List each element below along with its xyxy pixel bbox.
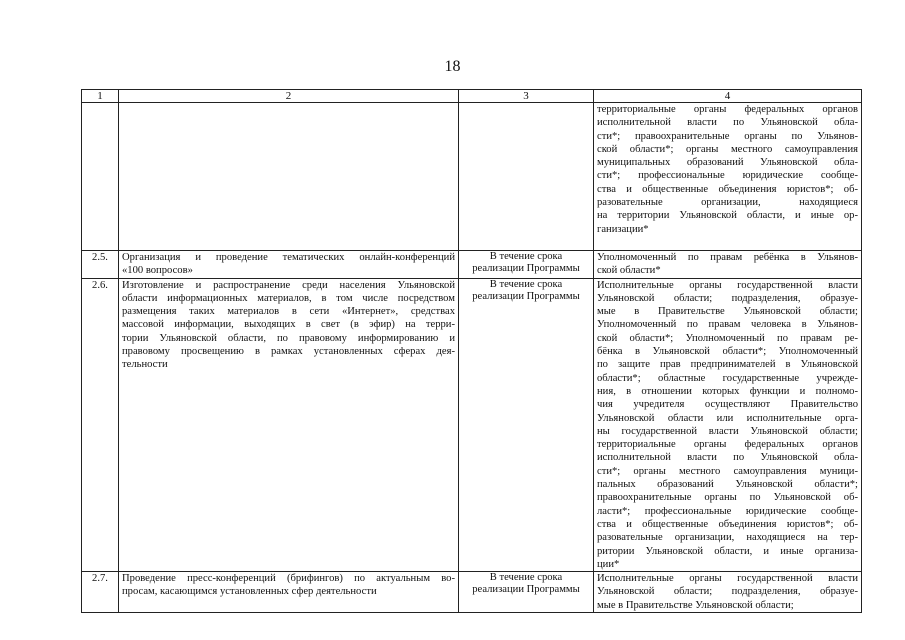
table-header-row	[82, 90, 862, 103]
text-line: ритории Ульяновской области, и иные организа-	[597, 545, 858, 557]
text-line: В течение срока	[489, 278, 563, 290]
column-header-3: 3	[459, 90, 594, 103]
text-line: ции*	[597, 558, 620, 570]
text-line: Ульяновской области; подразделения, образуе-	[597, 586, 858, 598]
text-line: массовой информации, выходящих в свет (в эфир) на терри-	[122, 319, 455, 331]
text-line: тории Ульяновской области, по правовому информированию и	[122, 332, 455, 344]
row-number: 2.7.	[82, 572, 119, 613]
text-line: реализации Программы	[472, 584, 580, 596]
activity-cell	[119, 278, 459, 572]
text-line: Организация и проведение тематических онлайн-конференций	[122, 252, 455, 263]
column-header-2: 2	[119, 90, 459, 103]
continuation-executors-cell	[594, 103, 862, 251]
text-line: Уполномоченный по правам человека в Ульянов-	[597, 319, 858, 331]
executors-cell	[594, 251, 862, 279]
text-line: размещения таких материалов в сети «Интернет», средствах	[122, 306, 455, 318]
table-row-2-6	[82, 278, 862, 572]
continuation-term-cell	[459, 103, 594, 251]
activity-cell	[119, 251, 459, 279]
text-line: сти*; профессиональные юридические сообще-	[597, 170, 858, 182]
program-table	[81, 89, 862, 613]
continuation-row	[82, 103, 862, 251]
text-line: ской области*	[597, 265, 661, 277]
text-line: мые в Правительстве Ульяновской области;	[597, 306, 858, 318]
text-line: ства и общественные объединения юристов*; об-	[597, 518, 858, 530]
table-row-2-7	[82, 572, 862, 613]
table-row-2-5	[82, 251, 862, 279]
text-line: муниципальных образований Ульяновской обла-	[597, 157, 858, 169]
text-line: реализации Программы	[472, 290, 580, 302]
text-line: на территории Ульяновской области, и иные ор-	[597, 210, 858, 222]
text-line: Ульяновской области; подразделения, образуе-	[597, 292, 858, 304]
executors-cell	[594, 278, 862, 572]
text-line: тельности	[122, 359, 168, 371]
text-line: правовому просвещению в рамках установленных сферах дея-	[122, 346, 455, 358]
row-number: 2.6.	[82, 278, 119, 572]
text-line: ства и общественные объединения юристов*; об-	[597, 183, 858, 195]
text-line: разовательные организации, находящиеся	[597, 197, 858, 209]
text-line: области информационных материалов, в том числе посредством	[122, 292, 455, 304]
text-line: реализации Программы	[472, 263, 580, 274]
term-cell	[459, 572, 594, 613]
text-line: В течение срока	[489, 572, 563, 584]
text-line: ны государственной власти Ульяновской области;	[597, 425, 858, 437]
text-line: правоохранительные органы по Ульяновской об-	[597, 492, 858, 504]
text-line: территориальные органы федеральных органов	[597, 104, 858, 115]
text-line: исполнительной власти по Ульяновской обла-	[597, 452, 858, 464]
text-line: «100 вопросов»	[122, 265, 193, 277]
text-line: Ульяновской области или исполнительные орга-	[597, 412, 858, 424]
text-line: ской области*; органы местного самоуправления	[597, 143, 858, 155]
row-number: 2.5.	[82, 251, 119, 279]
text-line: Изготовление и распространение среди населения Ульяновской	[122, 279, 455, 291]
text-line: сти*; органы местного самоуправления муници-	[597, 465, 858, 477]
column-header-4: 4	[594, 90, 862, 103]
text-line: чия учредителя осуществляют Правительство	[597, 399, 858, 411]
term-cell	[459, 251, 594, 279]
text-line: исполнительной власти по Ульяновской обла-	[597, 117, 858, 129]
continuation-activity-cell	[119, 103, 459, 251]
text-line: ганизации*	[597, 223, 649, 235]
text-line: сти*; правоохранительные органы по Ульянов-	[597, 130, 858, 142]
activity-cell	[119, 572, 459, 613]
text-line: Исполнительные органы государственной власти	[597, 573, 858, 585]
text-line: пальных образований Ульяновской области*;	[597, 479, 858, 491]
continuation-num-cell	[82, 103, 119, 251]
text-line: области*; областные государственные учрежде-	[597, 372, 858, 384]
text-line: Уполномоченный по правам ребёнка в Ульянов-	[597, 252, 858, 263]
text-line: Проведение пресс-конференций (брифингов) по актуальным во-	[122, 573, 455, 585]
column-header-1: 1	[82, 90, 119, 103]
text-line: просам, касающимся установленных сфер деятельности	[122, 586, 377, 598]
text-line: ния, в отношении которых функции и полномо-	[597, 385, 858, 397]
text-line: по защите прав предпринимателей в Ульяновской	[597, 359, 858, 371]
text-line: Исполнительные органы государственной власти	[597, 279, 858, 291]
text-line: ской области*; Уполномоченный по правам ре-	[597, 332, 858, 344]
term-cell	[459, 278, 594, 572]
page-number: 18	[444, 58, 461, 75]
text-line: В течение срока	[489, 251, 563, 262]
text-line: ласти*; профессиональные юридические сообще-	[597, 505, 858, 517]
text-line: территориальные органы федеральных органов	[597, 439, 858, 451]
text-line: бёнка в Ульяновской области*; Уполномоченный	[597, 346, 858, 358]
text-line: разовательные организации, находящиеся на тер-	[597, 532, 858, 544]
executors-cell	[594, 572, 862, 613]
text-line: мые в Правительстве Ульяновской области;	[597, 599, 794, 611]
